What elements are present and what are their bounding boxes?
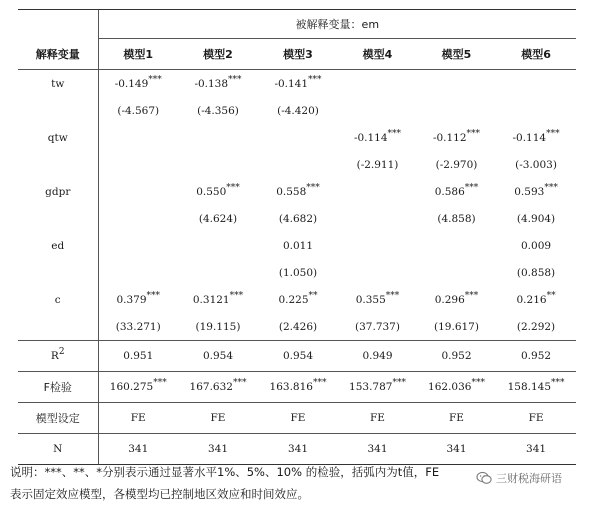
coef-cell: [98, 124, 178, 151]
variable-name-spacer: [18, 205, 98, 232]
coef-cell-stars: ***: [544, 182, 558, 193]
tstat-cell: (-3.003): [515, 158, 557, 171]
coef-cell: [417, 70, 496, 98]
coef-cell: [496, 124, 576, 151]
tstat-cell: (2.292): [496, 313, 576, 341]
coef-cell: [338, 232, 417, 259]
f-test-cell-stars: ***: [471, 378, 485, 388]
coef-cell: [98, 178, 178, 205]
model-setting-row: [18, 403, 576, 434]
coef-cell-value: 0.550: [196, 185, 227, 198]
coef-cell: [417, 124, 496, 151]
r2-cell: 0.951: [98, 341, 178, 372]
watermark-text: 三财税海研语: [496, 472, 562, 485]
coef-cell: [417, 286, 496, 313]
coef-cell: [496, 232, 576, 259]
coef-cell-stars: ***: [146, 290, 161, 301]
model-header-3: 模型3: [258, 39, 338, 70]
n-row: [18, 434, 576, 465]
coef-cell-value: 0.586: [434, 185, 465, 198]
tstat-cell: (37.737): [338, 313, 417, 341]
f-test-cell-stars: ***: [153, 378, 167, 388]
coef-cell-stars: ***: [306, 182, 320, 193]
tstat-cell: [178, 259, 258, 286]
tstat-cell: (4.858): [437, 212, 476, 225]
f-test-cell-value: 160.275: [109, 381, 154, 393]
coef-cell-value: 0.225: [278, 293, 309, 306]
coef-cell-value: 0.011: [282, 239, 314, 252]
coef-cell: [338, 286, 417, 313]
coef-cell: [258, 70, 338, 98]
model-header-2: 模型2: [178, 39, 258, 70]
variable-name: c: [54, 293, 61, 306]
model-setting-cell: FE: [338, 403, 417, 434]
coef-cell: [496, 70, 576, 98]
tstat-cell: [338, 205, 417, 232]
tstat-cell: (2.426): [258, 313, 338, 341]
tstat-cell: (-2.911): [356, 158, 399, 171]
coef-cell: [178, 232, 258, 259]
coef-row-ed: [18, 232, 576, 259]
coef-cell-value: -0.114: [353, 131, 388, 144]
r2-cell: 0.949: [338, 341, 417, 372]
model-setting-cell: FE: [417, 403, 496, 434]
f-test-cell-value: 153.787: [349, 381, 393, 393]
coef-cell-value: -0.141: [274, 77, 309, 90]
coef-row-c: [18, 286, 576, 313]
f-test-cell: [178, 372, 258, 403]
coef-cell: [178, 286, 258, 313]
dependent-variable-label: 被解释变量：em: [98, 10, 576, 39]
watermark: [474, 470, 564, 486]
variable-name-spacer: [18, 313, 98, 341]
tstat-cell: [338, 259, 417, 286]
regression-table: [18, 9, 576, 465]
r2-cell: 0.952: [496, 341, 576, 372]
n-cell: 341: [496, 434, 576, 465]
coef-cell-stars: ***: [226, 182, 240, 193]
row-header: 解释变量: [18, 39, 98, 70]
coef-cell-stars: ***: [308, 74, 322, 85]
coef-cell-value: -0.112: [432, 131, 467, 144]
model-setting-cell: FE: [178, 403, 258, 434]
coef-cell: [178, 70, 258, 98]
coef-cell-stars: ***: [466, 128, 481, 139]
coef-cell: [417, 232, 496, 259]
coef-cell: [178, 178, 258, 205]
variable-name: ed: [51, 239, 65, 252]
f-test-cell-value: 163.816: [269, 381, 313, 393]
tstat-cell: (0.858): [516, 266, 556, 279]
coef-cell-stars: ***: [229, 290, 244, 301]
coef-cell-stars: ***: [387, 128, 402, 139]
tstat-cell: [98, 259, 178, 286]
f-test-label: F检验: [18, 372, 98, 403]
model-header-6: 模型6: [496, 39, 576, 70]
model-header-1: 模型1: [98, 39, 178, 70]
tstat-cell: [258, 151, 338, 178]
tstat-row-tw: [18, 97, 576, 124]
coef-cell-value: -0.114: [512, 131, 547, 144]
coef-cell-value: -0.138: [194, 77, 229, 90]
coef-cell: [98, 286, 178, 313]
coef-cell-value: -0.149: [114, 77, 149, 90]
coef-cell: [258, 286, 338, 313]
tstat-cell: (4.624): [198, 212, 238, 225]
r2-cell: 0.954: [178, 341, 258, 372]
r2-label-sup: 2: [58, 347, 65, 357]
tstat-row-gdpr: [18, 205, 576, 232]
f-test-cell: [496, 372, 576, 403]
tstat-cell: (4.904): [516, 212, 556, 225]
f-test-cell-stars: ***: [312, 378, 327, 388]
tstat-cell: [98, 205, 178, 232]
f-test-cell: [258, 372, 338, 403]
tstat-row-ed: [18, 259, 576, 286]
tstat-cell: (1.050): [278, 266, 318, 279]
coef-cell-stars: ***: [148, 74, 162, 85]
f-test-cell-value: 167.632: [189, 381, 233, 393]
variable-name: gdpr: [45, 185, 71, 198]
coef-cell-value: 0.355: [355, 293, 386, 306]
coef-cell-stars: ***: [464, 182, 479, 193]
coef-cell-stars: **: [308, 290, 318, 301]
f-test-cell: [417, 372, 496, 403]
n-cell: 341: [98, 434, 178, 465]
note-line-1: 说明：***、**、*分别表示通过显著水平1%、5%、10% 的检验，括弧内为t值，FE: [10, 465, 440, 479]
coef-row-qtw: [18, 124, 576, 151]
tstat-cell: [178, 151, 258, 178]
model-setting-cell: FE: [258, 403, 338, 434]
variable-name-spacer: [18, 151, 98, 178]
r2-row: [18, 341, 576, 372]
tstat-cell: (4.682): [278, 212, 318, 225]
f-test-cell: [98, 372, 178, 403]
n-label: N: [18, 434, 98, 465]
variable-name-spacer: [18, 259, 98, 286]
coef-cell: [98, 70, 178, 98]
f-test-cell-stars: ***: [392, 378, 406, 388]
n-cell: 341: [178, 434, 258, 465]
f-test-cell: [338, 372, 417, 403]
f-test-row: [18, 372, 576, 403]
tstat-cell: [417, 259, 496, 286]
tstat-cell: (19.617): [417, 313, 496, 341]
coef-cell: [338, 178, 417, 205]
r2-cell: 0.954: [258, 341, 338, 372]
coef-cell-stars: ***: [228, 74, 242, 85]
tstat-cell: (-4.356): [197, 104, 239, 117]
coef-cell: [496, 178, 576, 205]
coef-cell-value: 0.296: [434, 293, 465, 306]
r2-label-text: R: [50, 350, 59, 362]
coef-cell-value: 0.009: [521, 239, 552, 252]
model-header-5: 模型5: [417, 39, 496, 70]
tstat-cell: (-4.567): [98, 97, 178, 124]
variable-name-spacer: [18, 97, 98, 124]
coef-cell-stars: **: [546, 290, 556, 301]
coef-row-tw: [18, 70, 576, 98]
n-cell: 341: [417, 434, 496, 465]
f-test-cell-value: 162.036: [428, 381, 472, 393]
model-header-4: 模型4: [338, 39, 417, 70]
coef-cell-stars: ***: [385, 290, 400, 301]
tstat-cell: (-4.420): [277, 104, 319, 117]
coef-cell-value: 0.216: [516, 293, 547, 306]
coef-cell-stars: ***: [464, 290, 479, 301]
tstat-cell: (-2.970): [435, 158, 478, 171]
coef-cell-value: 0.558: [276, 185, 307, 198]
tstat-cell: (33.271): [98, 313, 178, 341]
f-test-cell-value: 158.145: [507, 381, 551, 393]
model-setting-cell: FE: [98, 403, 178, 434]
coef-cell-value: 0.593: [514, 185, 545, 198]
model-setting-cell: FE: [496, 403, 576, 434]
r2-label: [18, 341, 98, 372]
coef-row-gdpr: [18, 178, 576, 205]
coef-cell: [258, 232, 338, 259]
coef-cell: [178, 124, 258, 151]
tstat-cell: [98, 151, 178, 178]
coef-cell: [338, 124, 417, 151]
coef-cell: [258, 178, 338, 205]
n-cell: 341: [338, 434, 417, 465]
wechat-icon: [476, 471, 492, 485]
coef-cell-value: 0.3121: [192, 293, 230, 306]
variable-name: qtw: [47, 131, 68, 144]
corner-cell: [18, 10, 98, 39]
r2-cell: 0.952: [417, 341, 496, 372]
tstat-row-c: [18, 313, 576, 341]
coef-cell: [258, 124, 338, 151]
f-test-cell-stars: ***: [551, 378, 565, 388]
n-cell: 341: [258, 434, 338, 465]
tstat-row-qtw: [18, 151, 576, 178]
coef-cell-value: 0.379: [116, 293, 147, 306]
tstat-cell: [417, 97, 496, 124]
coef-cell: [496, 286, 576, 313]
coef-cell: [417, 178, 496, 205]
coef-cell-stars: ***: [546, 128, 560, 139]
f-test-cell-stars: ***: [232, 378, 247, 388]
coef-cell: [338, 70, 417, 98]
model-setting-label: 模型设定: [18, 403, 98, 434]
tstat-cell: [338, 97, 417, 124]
coef-cell: [98, 232, 178, 259]
variable-name: tw: [51, 77, 65, 90]
note-line-2: 表示固定效应模型，各模型均已控制地区效应和时间效应。: [10, 487, 309, 501]
tstat-cell: (19.115): [178, 313, 258, 341]
tstat-cell: [496, 97, 576, 124]
